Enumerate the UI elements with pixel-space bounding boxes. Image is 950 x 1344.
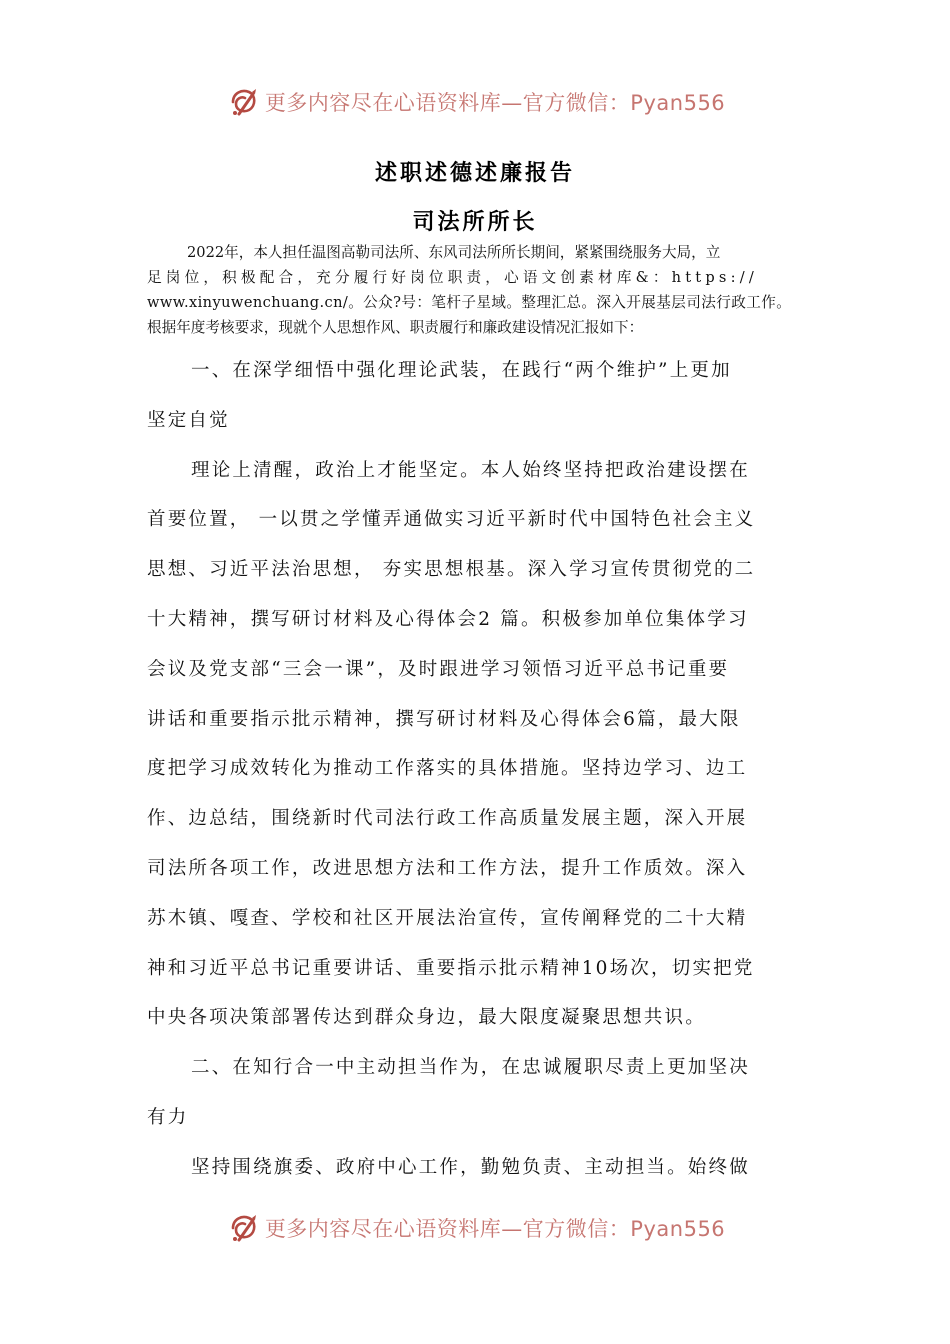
- intro-line: 2022年，本人担任温图高勒司法所、东风司法所所长期间，紧紧围绕服务大局，立: [187, 244, 721, 261]
- intro-line: www.xinyuwenchuang.cn/。公众?号：笔杆子星域。整理汇总。深入开展基层司法行政工作。: [147, 294, 792, 311]
- body-line: 讲话和重要指示批示精神，撰写研讨材料及心得体会6篇，最大限: [147, 708, 741, 730]
- body-line: 度把学习成效转化为推动工作落实的具体措施。坚持边学习、边工: [147, 758, 748, 780]
- body-line: 会议及党支部“三会一课”，及时跟进学习领悟习近平总书记重要: [147, 658, 730, 680]
- section-heading-2: 二、在知行合一中主动担当作为，在忠诚履职尽责上更加坚决: [191, 1057, 750, 1079]
- intro-paragraph: [147, 240, 818, 340]
- section-heading-2-cont: 有力: [147, 1106, 189, 1128]
- body-line: 理论上清醒，政治上才能坚定。本人始终坚持把政治建设摆在: [191, 459, 750, 481]
- body-line: 司法所各项工作，改进思想方法和工作方法，提升工作质效。深入: [147, 857, 748, 879]
- document-subtitle: 司法所所长: [412, 210, 538, 235]
- body-line: 中央各项决策部署传达到群众身边，最大限度凝聚思想共识。: [147, 1007, 706, 1029]
- document-title: 述职述德述廉报告: [374, 161, 575, 186]
- footer-banner-text: 更多内容尽在心语资料库—官方微信：Pyan556: [264, 1217, 726, 1241]
- header-banner: [0, 82, 950, 122]
- section-heading-1-cont: 坚定自觉: [147, 409, 230, 431]
- pen-swirl-logo-icon: [225, 1210, 261, 1246]
- section-heading-1: 一、在深学细悟中强化理论武装，在践行“两个维护”上更加: [191, 360, 732, 381]
- intro-line: 足岗位，积极配合，充分履行好岗位职责，心语文创素材库&：https://: [147, 269, 758, 286]
- body-line: 首要位置， 一以贯之学懂弄通做实习近平新时代中国特色社会主义: [147, 509, 756, 531]
- body-line: 坚持围绕旗委、政府中心工作，勤勉负责、主动担当。始终做: [191, 1156, 750, 1178]
- intro-line: 根据年度考核要求，现就个人思想作风、职责履行和廉政建设情况汇报如下：: [147, 319, 644, 336]
- header-banner-text: 更多内容尽在心语资料库—官方微信：Pyan556: [264, 91, 726, 115]
- pen-swirl-logo-icon: [225, 84, 261, 120]
- body-line: 思想、习近平法治思想， 夯实思想根基。深入学习宣传贯彻党的二: [147, 559, 756, 581]
- body-line: 神和习近平总书记重要讲话、重要指示批示精神10场次，切实把党: [147, 957, 755, 979]
- footer-banner: [0, 1208, 950, 1248]
- body-line: 苏木镇、嘎查、学校和社区开展法治宣传，宣传阐释党的二十大精: [147, 907, 748, 929]
- body-line: 十大精神，撰写研讨材料及心得体会2 篇。积极参加单位集体学习: [147, 608, 749, 630]
- body-line: 作、边总结，围绕新时代司法行政工作高质量发展主题，深入开展: [147, 808, 748, 830]
- body-text: [147, 346, 812, 1193]
